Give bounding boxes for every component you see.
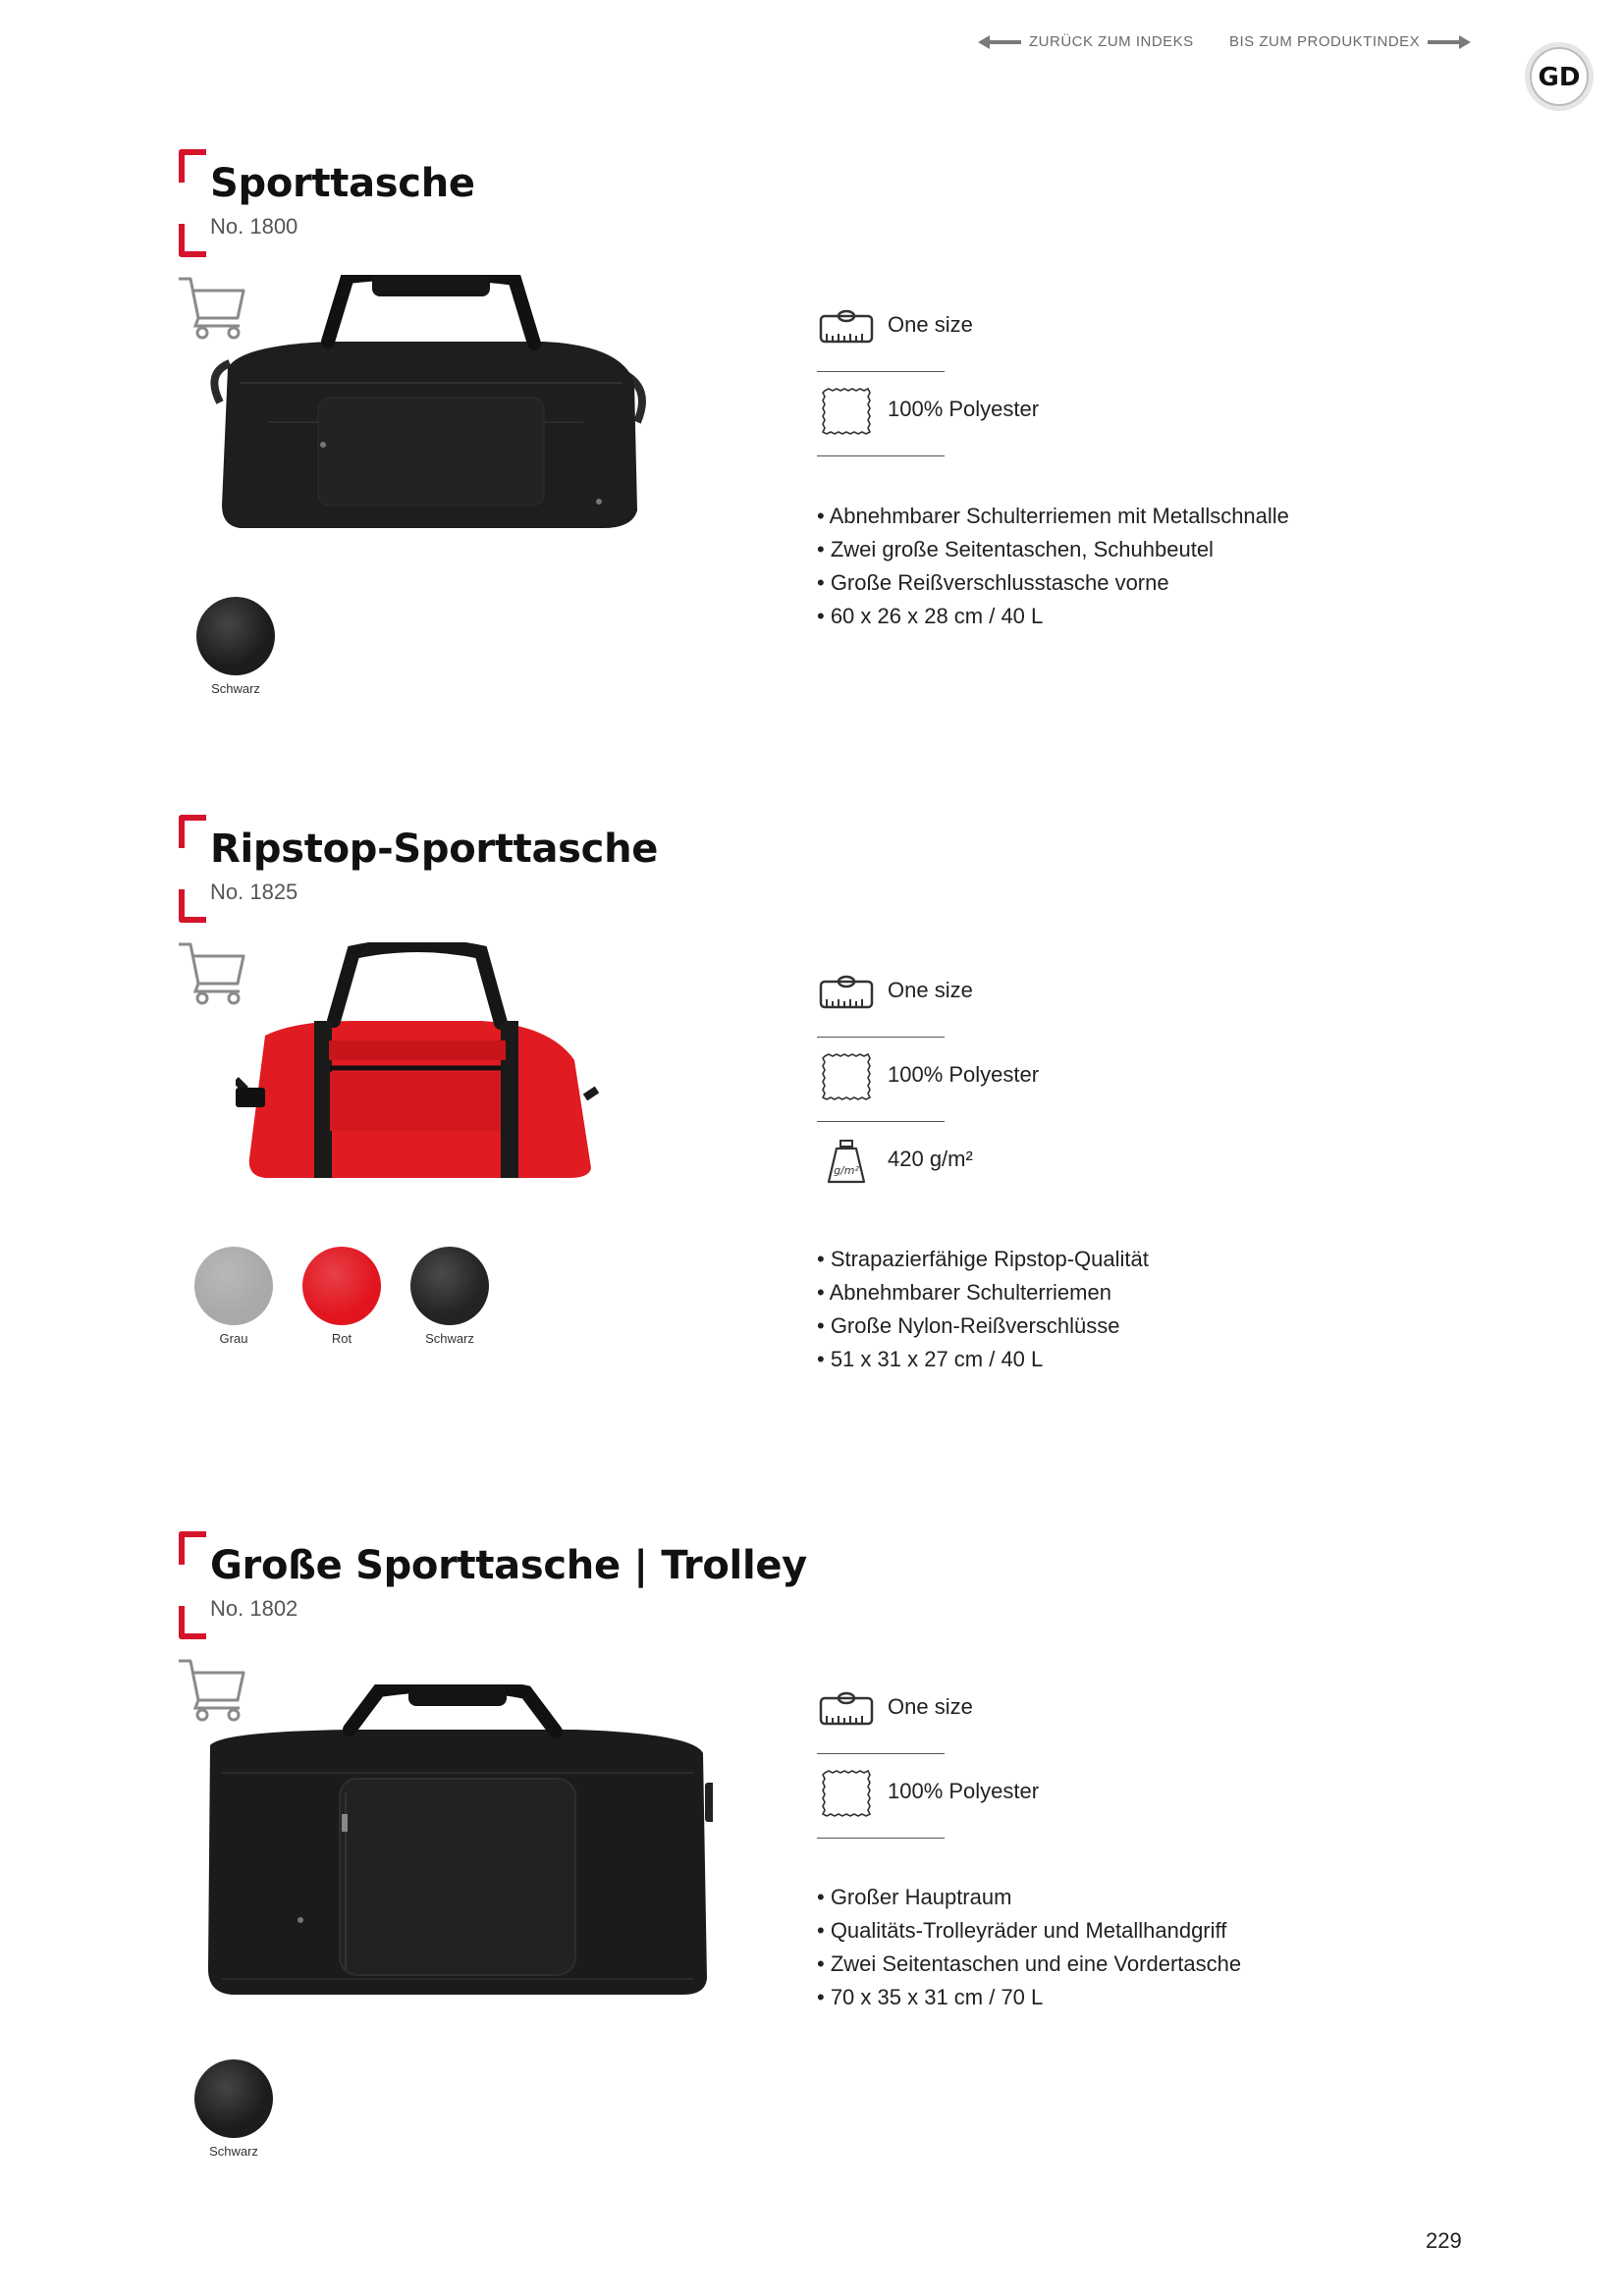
spec-material-text: 100% Polyester [888, 1779, 1040, 1803]
measuring-tape-icon [819, 1684, 874, 1734]
feature-item: • Zwei Seitentaschen und eine Vordertasche [817, 1951, 1242, 1976]
red-bracket-top [179, 149, 206, 183]
product-number: No. 1825 [210, 880, 298, 904]
spec-divider [817, 1037, 945, 1038]
feature-item: • 70 x 35 x 31 cm / 70 L [817, 1985, 1044, 2009]
spec-material-text: 100% Polyester [888, 1062, 1040, 1087]
feature-item: • Große Reißverschlusstasche vorne [817, 570, 1169, 595]
spec-size-text: One size [888, 1694, 973, 1719]
color-option-grau[interactable] [185, 1247, 283, 1346]
fabric-icon [819, 1052, 874, 1101]
product-index-link[interactable] [1229, 33, 1471, 50]
arrow-left-icon [978, 35, 1021, 49]
color-label: Rot [331, 1331, 352, 1346]
red-bracket-top [179, 815, 206, 848]
color-swatch [196, 597, 275, 675]
color-label: Schwarz [211, 681, 260, 696]
fabric-icon [819, 387, 874, 436]
feature-item: • Qualitäts-Trolleyräder und Metallhandgriff [817, 1918, 1227, 1943]
feature-list [817, 500, 1289, 633]
product-number: No. 1802 [210, 1596, 298, 1621]
back-to-index-label: ZURÜCK ZUM INDEKS [1029, 33, 1194, 50]
fabric-icon [819, 1769, 874, 1818]
bag-image-black-duffel [210, 275, 652, 535]
svg-text:g/m²: g/m² [834, 1164, 859, 1177]
product-title: Ripstop-Sporttasche [210, 827, 659, 872]
product-title: Große Sporttasche | Trolley [210, 1543, 807, 1588]
weight-icon [819, 1137, 874, 1186]
spec-divider [817, 1121, 945, 1122]
red-bracket-bottom [179, 889, 206, 923]
color-option-schwarz[interactable] [185, 2059, 283, 2159]
spec-weight-text: 420 g/m² [888, 1147, 973, 1171]
spec-divider [817, 371, 945, 372]
spec-size-text: One size [888, 978, 973, 1002]
measuring-tape-icon [819, 302, 874, 351]
back-to-index-link[interactable] [978, 33, 1194, 50]
feature-item: • Große Nylon-Reißverschlüsse [817, 1313, 1120, 1338]
gd-logo[interactable] [1524, 41, 1595, 112]
logo-letters: GD [1538, 63, 1581, 92]
color-option-schwarz[interactable] [187, 597, 285, 696]
bag-image-black-trolley [202, 1684, 713, 1999]
spec-material [817, 1761, 1040, 1845]
color-swatch [194, 1247, 273, 1325]
spec-divider [817, 1753, 945, 1754]
spec-size-text: One size [888, 312, 973, 337]
product-index-label: BIS ZUM PRODUKTINDEX [1229, 33, 1421, 50]
color-label: Grau [219, 1331, 248, 1346]
color-label: Schwarz [425, 1331, 474, 1346]
spec-weight [817, 1129, 973, 1213]
spec-material-text: 100% Polyester [888, 397, 1040, 421]
feature-item: • 60 x 26 x 28 cm / 40 L [817, 604, 1044, 628]
feature-list [817, 1881, 1241, 2014]
spec-divider [817, 455, 945, 456]
product-number: No. 1800 [210, 214, 298, 239]
feature-item: • Großer Hauptraum [817, 1885, 1012, 1909]
color-swatch [302, 1247, 381, 1325]
feature-list [817, 1243, 1149, 1376]
color-option-schwarz[interactable] [401, 1247, 499, 1346]
arrow-right-icon [1428, 35, 1471, 49]
feature-item: • Strapazierfähige Ripstop-Qualität [817, 1247, 1149, 1271]
spec-size [817, 960, 973, 1044]
feature-item: • Abnehmbarer Schulterriemen mit Metallschnalle [817, 504, 1289, 528]
product-title: Sporttasche [210, 161, 475, 206]
feature-item: • Zwei große Seitentaschen, Schuhbeutel [817, 537, 1214, 561]
red-bracket-bottom [179, 1606, 206, 1639]
measuring-tape-icon [819, 968, 874, 1017]
feature-item: • 51 x 31 x 27 cm / 40 L [817, 1347, 1044, 1371]
page-number: 229 [1426, 2228, 1462, 2253]
color-option-rot[interactable] [293, 1247, 391, 1346]
red-bracket-bottom [179, 224, 206, 257]
spec-divider [817, 1838, 945, 1839]
color-swatch [194, 2059, 273, 2138]
spec-size [817, 1677, 973, 1761]
spec-size [817, 294, 973, 379]
spec-material [817, 1044, 1040, 1129]
color-label: Schwarz [209, 2144, 258, 2159]
feature-item: • Abnehmbarer Schulterriemen [817, 1280, 1111, 1305]
bag-image-red-ripstop [236, 942, 599, 1183]
color-swatch [410, 1247, 489, 1325]
spec-material [817, 379, 1040, 463]
red-bracket-top [179, 1531, 206, 1565]
